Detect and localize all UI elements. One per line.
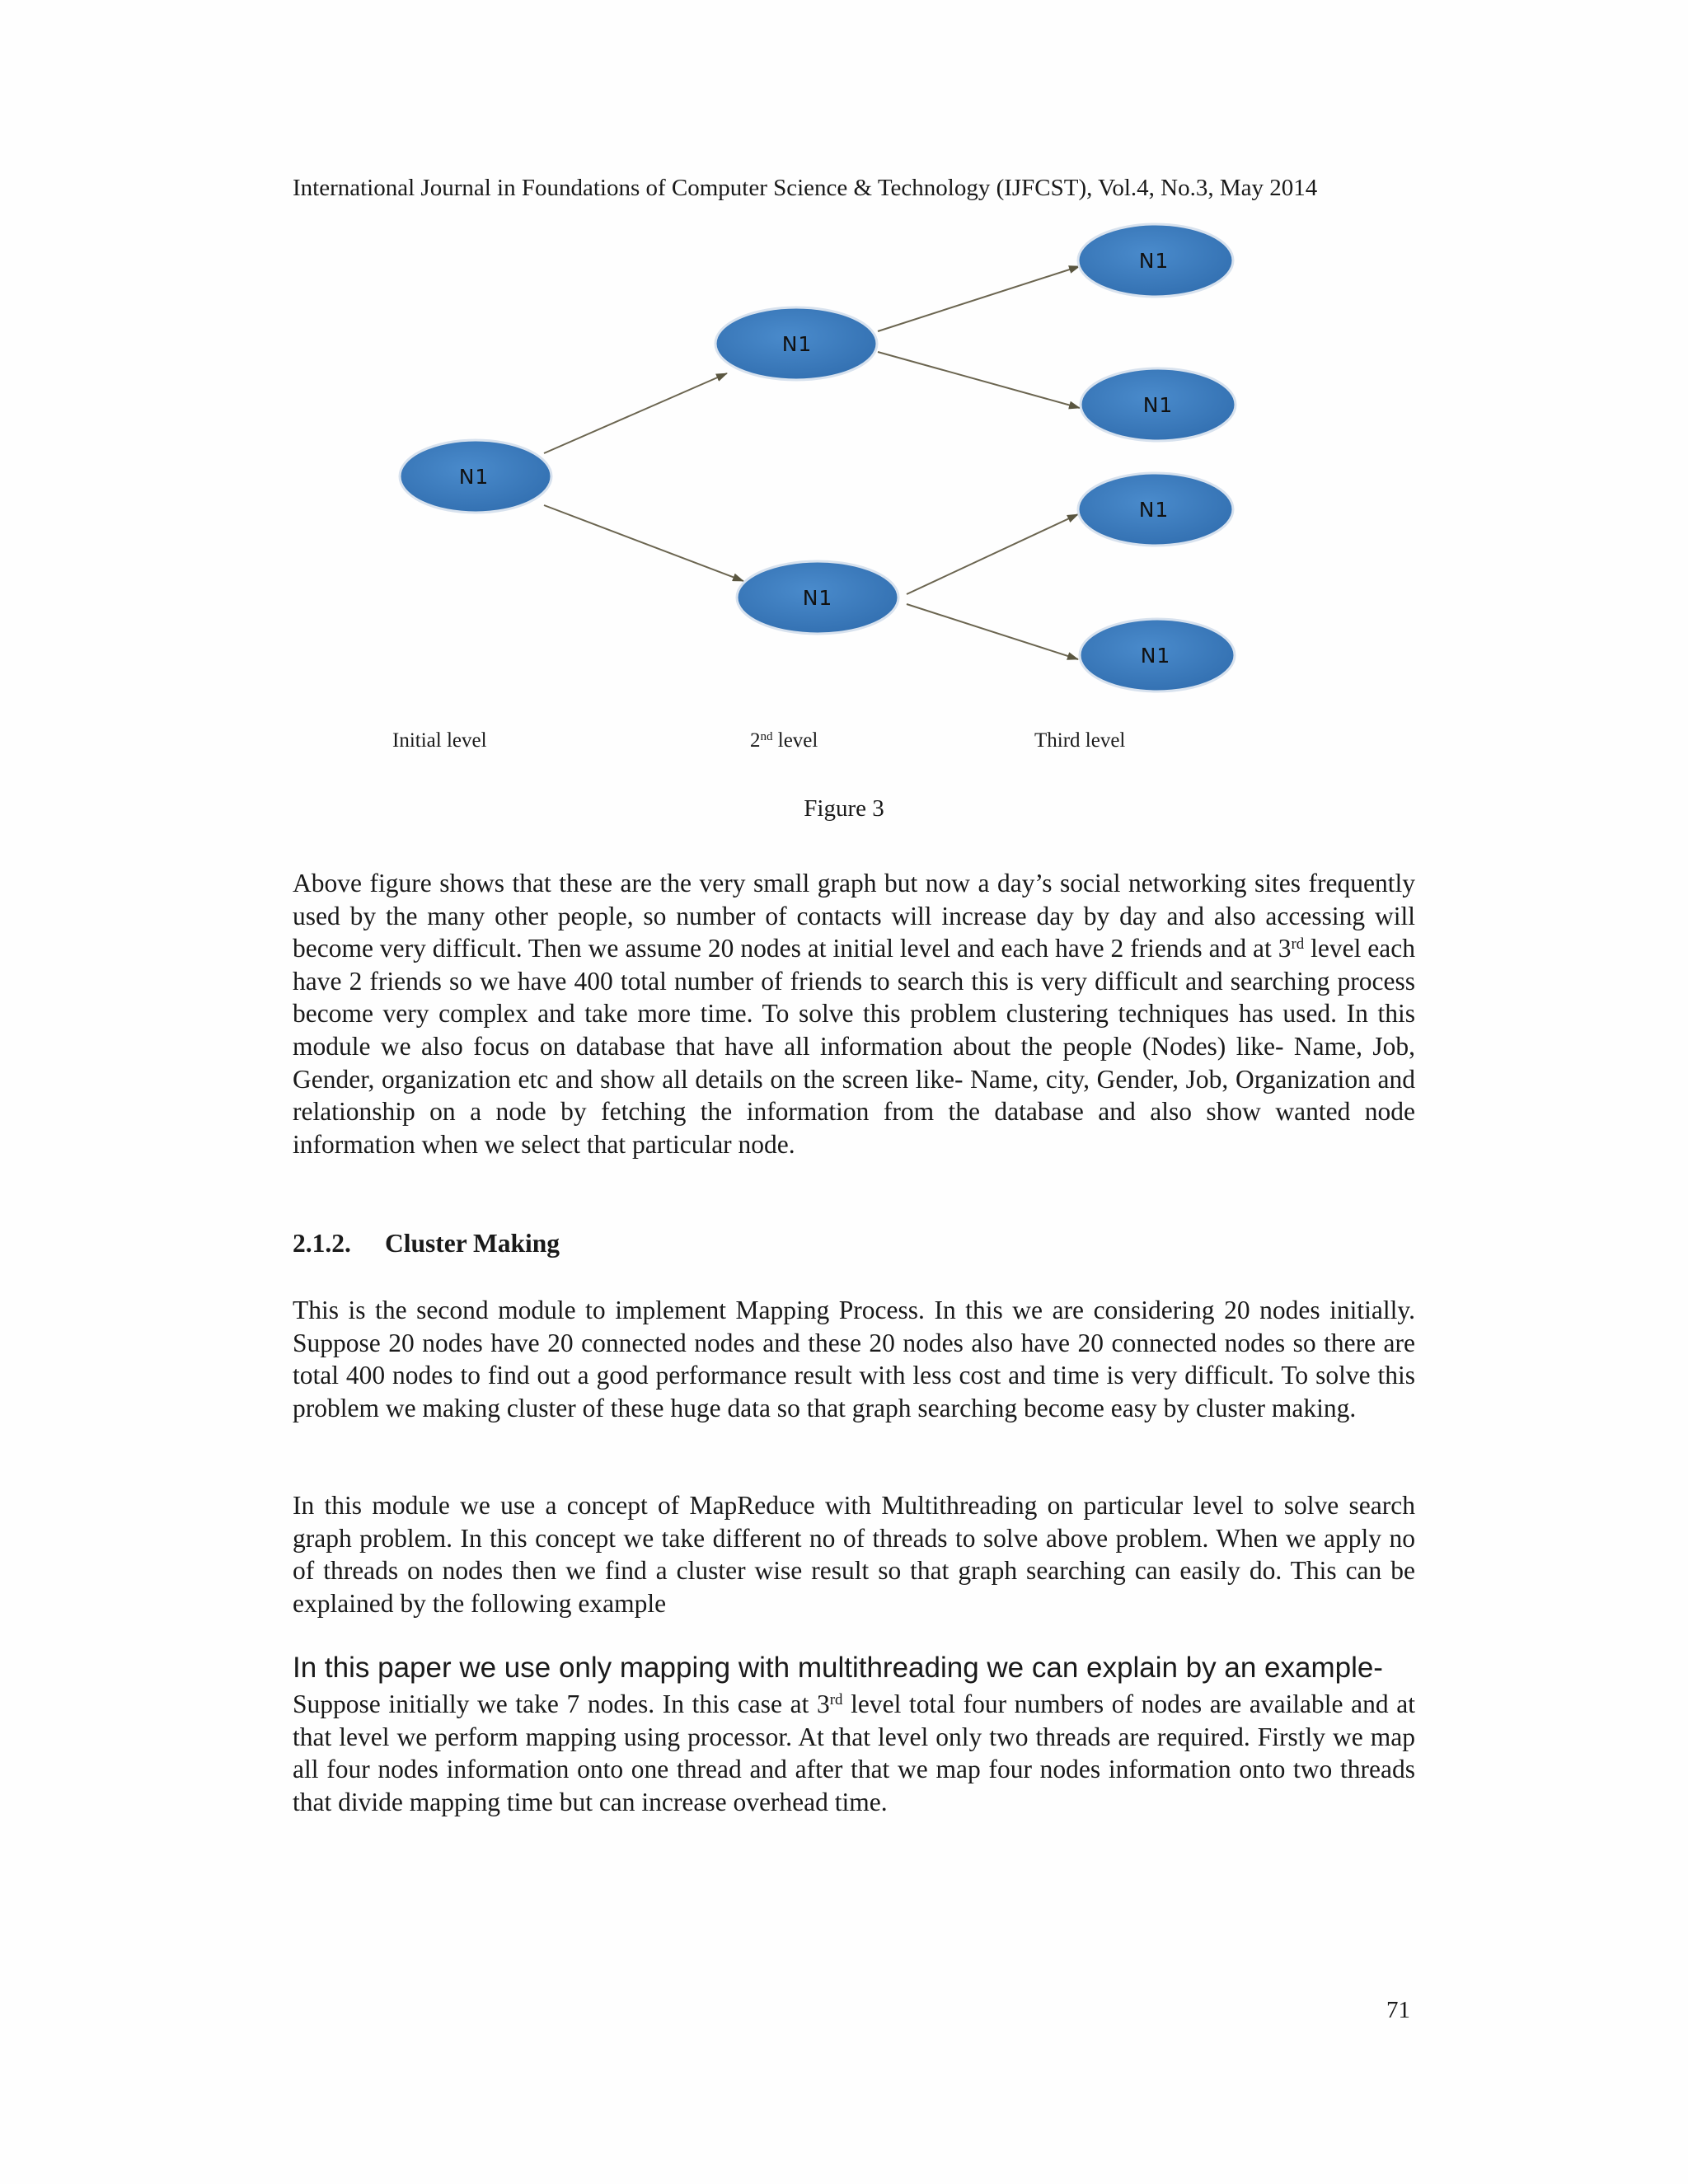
level-second-text: level: [772, 729, 818, 752]
edge-root-to-upper: [544, 373, 727, 453]
p1-superscript: rd: [1291, 935, 1305, 953]
level-label-initial: Initial level: [392, 729, 487, 752]
svg-text:N1: N1: [1138, 498, 1170, 522]
edge-lower-to-third-3: [907, 514, 1078, 594]
p4-part-b: level total four numbers of nodes are available and at that level we perform mapping using processor. At that level only two threads are required. Firstly we map all four nodes information onto one thread and after that we map four nodes information onto two threads that divide mapping time but can increase overhead time.: [293, 1690, 1415, 1816]
paragraph-mapreduce: In this module we use a concept of MapReduce with Multithreading on particular level to solve search graph problem. In this concept we take different no of threads to solve above problem. When we apply no of threads on nodes then we find a cluster wise result so that graph searching can easily do. This can be explained by the following example: [293, 1491, 1415, 1618]
edge-upper-to-third-1: [878, 266, 1080, 331]
svg-text:N1: N1: [802, 586, 833, 610]
svg-text:N1: N1: [1140, 644, 1171, 668]
level-label-second: [750, 727, 818, 755]
level-second-number: 2: [750, 729, 761, 752]
svg-text:N1: N1: [458, 465, 490, 489]
tree-diagram: [387, 223, 1253, 733]
node-third-4: [1080, 619, 1235, 691]
p4-part-a: Suppose initially we take 7 nodes. In this case at 3: [293, 1690, 830, 1718]
tree-diagram-svg: [387, 223, 1253, 733]
node-second-upper: [715, 307, 877, 380]
node-second-lower: [737, 561, 898, 634]
edge-root-to-lower: [544, 505, 743, 581]
section-heading: [293, 1227, 560, 1260]
edge-upper-to-third-2: [878, 352, 1080, 408]
paragraph-lead: In this paper we use only mapping with multithreading we can explain by an example-: [293, 1652, 1383, 1684]
p1-part-a: Above figure shows that these are the very small graph but now a day’s social networking sites frequently used by the many other people, so number of contacts will increase day by day and also accessing will become very difficult. Then we assume 20 nodes at initial level and each have 2 friends and at 3: [293, 869, 1415, 963]
level-label-third: Third level: [1034, 729, 1126, 752]
svg-text:N1: N1: [781, 332, 813, 356]
svg-text:N1: N1: [1138, 249, 1170, 273]
p4-superscript: rd: [829, 1690, 843, 1708]
paragraph-figure-explanation: [293, 867, 1415, 1160]
paragraph-example: [293, 1688, 1415, 1818]
p1-part-b: level each have 2 friends so we have 400 total number of friends to search this is very difficult and searching process become very complex and take more time. To solve this problem clustering techniques has used. In this module we also focus on database that have all information about the people (Nodes) like- Name, Job, Gender, organization etc and show all details on the screen like- Name, city, Gender, Job, Organization and relationship on a node by fetching the information from the database and also show wanted node information when we select that particular node.: [293, 934, 1415, 1159]
node-third-1: [1078, 224, 1233, 297]
node-third-2: [1081, 368, 1236, 441]
paragraph-cluster-module: This is the second module to implement Mapping Process. In this we are considering 20 nodes initially. Suppose 20 nodes have 20 connected nodes and these 20 nodes also have 20 connected nodes so there are total 400 nodes to find out a good performance result with less cost and time is very difficult. To solve this problem we making cluster of these huge data so that graph searching become easy by cluster making.: [293, 1296, 1415, 1422]
journal-header: International Journal in Foundations of Computer Science & Technology (IJFCST), Vol.4, No.3, May 2014: [293, 175, 1318, 201]
edge-lower-to-third-4: [907, 604, 1078, 659]
page-number: 71: [1386, 1997, 1410, 2023]
section-title: Cluster Making: [385, 1229, 560, 1258]
svg-text:N1: N1: [1142, 393, 1174, 417]
node-third-3: [1078, 473, 1233, 546]
level-second-suffix: nd: [760, 729, 773, 743]
figure-caption: Figure 3: [804, 795, 884, 822]
node-initial: [400, 440, 551, 513]
section-number: 2.1.2.: [293, 1229, 351, 1258]
